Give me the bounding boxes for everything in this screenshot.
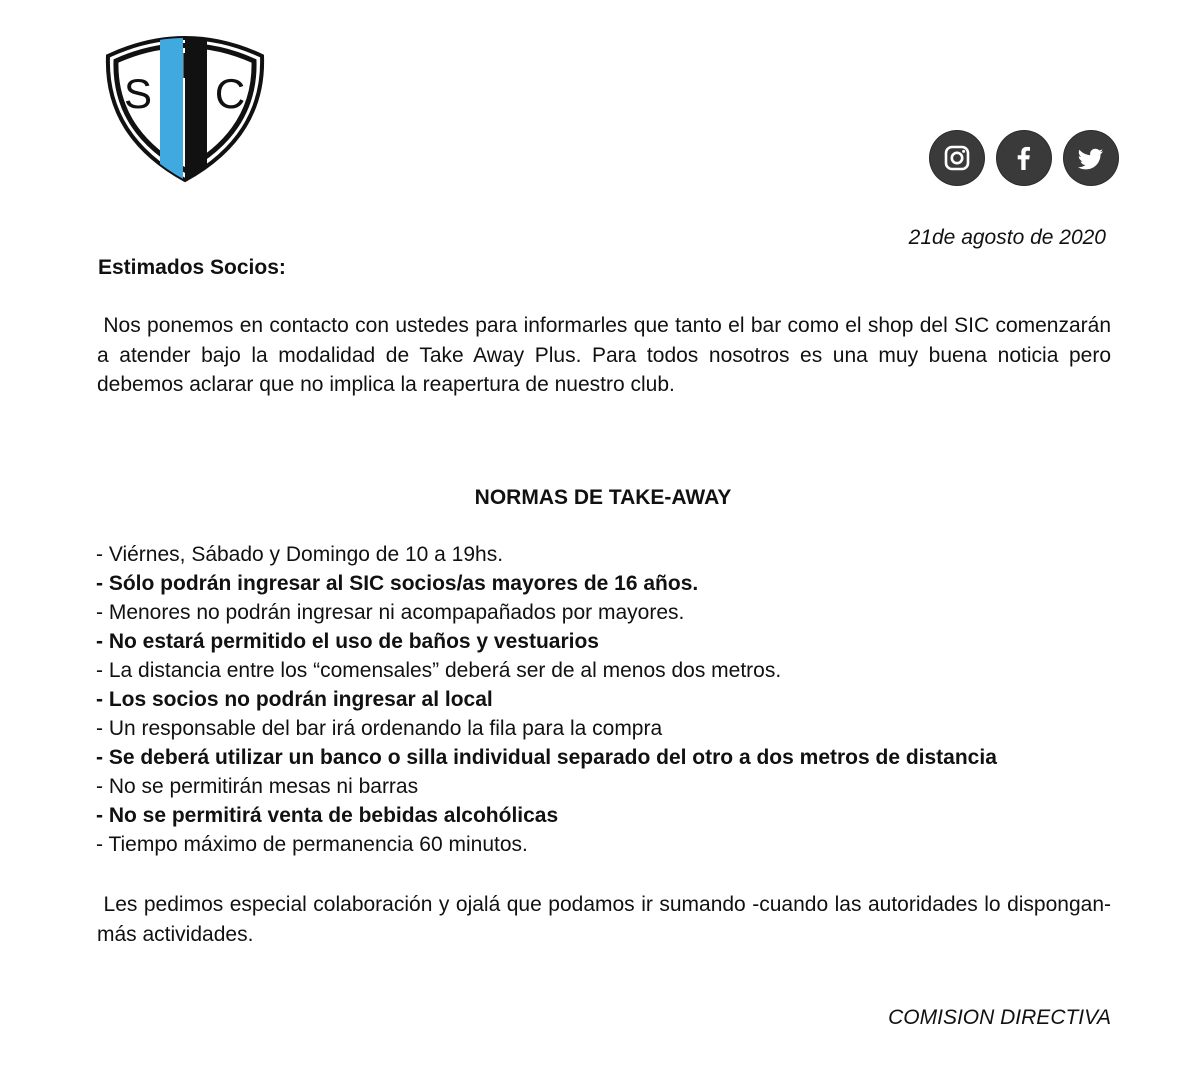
rule-item: - Menores no podrán ingresar ni acompapañados por mayores. [96,601,685,624]
rule-item: - Un responsable del bar irá ordenando la fila para la compra [96,717,663,740]
rule-item: - Viérnes, Sábado y Domingo de 10 a 19hs. [96,543,504,566]
club-logo [100,18,270,186]
rule-item: - La distancia entre los “comensales” deberá ser de al menos dos metros. [96,659,782,682]
rule-item: - Los socios no podrán ingresar al local [96,688,493,711]
logo-letter-c: C [214,70,246,117]
rules-title: NORMAS DE TAKE-AWAY [474,486,732,509]
intro-paragraph [97,311,1111,400]
twitter-icon [1075,143,1107,173]
sic-shield-logo [100,18,270,186]
instagram-icon [942,143,972,173]
rule-item: - Se deberá utilizar un banco o silla individual separado del otro a dos metros de distancia [96,746,997,769]
letter-greeting: Estimados Socios: [98,256,286,279]
letter-date: 21de agosto de 2020 [908,226,1106,249]
rule-item: - No se permitirá venta de bebidas alcohólicas [96,804,559,827]
twitter-button[interactable] [1064,131,1118,185]
rules-list [96,540,997,859]
instagram-button[interactable] [930,131,984,185]
signature: COMISION DIRECTIVA [888,1006,1111,1029]
rule-item: - No estará permitido el uso de baños y vestuarios [96,630,599,653]
intro-text: Nos ponemos en contacto con ustedes para informarles que tanto el bar como el shop del SIC comenzarán a atender bajo la modalidad de Take Away Plus. Para todos nosotros es una muy buena noticia pero debemos aclarar que no implica la reapertura de nuestro club. [97,314,1112,396]
facebook-icon [1009,143,1039,173]
closing-paragraph [97,890,1111,949]
facebook-button[interactable] [997,131,1051,185]
rule-item: - No se permitirán mesas ni barras [96,775,419,798]
logo-letter-i: I [179,45,191,86]
rule-item: - Sólo podrán ingresar al SIC socios/as mayores de 16 años. [96,572,699,595]
logo-letter-s: S [123,70,153,117]
rule-item: - Tiempo máximo de permanencia 60 minutos. [96,833,528,856]
closing-text: Les pedimos especial colaboración y ojalá que podamos ir sumando -cuando las autoridades lo dispongan- más actividades. [97,893,1111,946]
